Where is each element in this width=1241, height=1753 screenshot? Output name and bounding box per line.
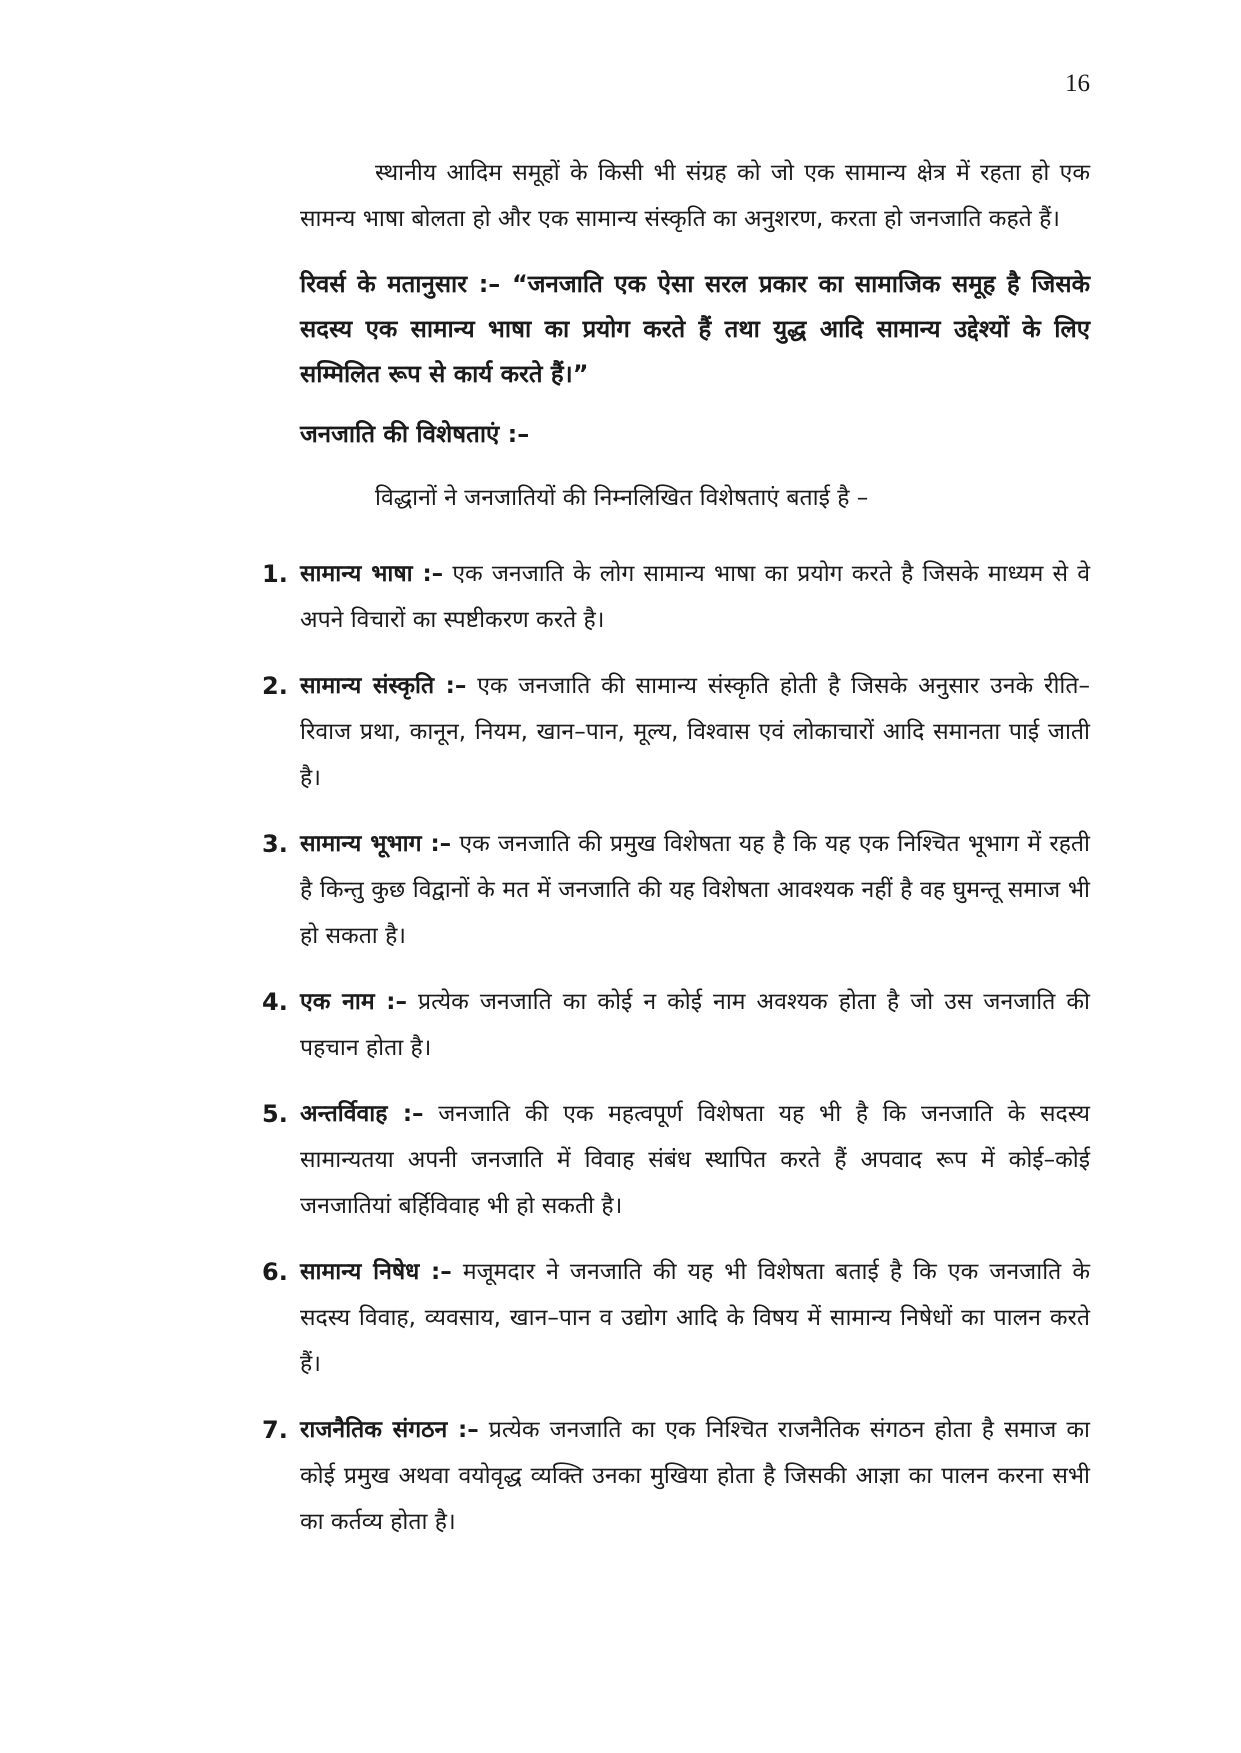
section-heading: जनजाति की विशेषताएं :– (300, 420, 530, 448)
item-text: एक जनजाति के लोग सामान्य भाषा का प्रयोग करते है जिसके माध्यम से वे अपने विचारों का स्पष्टीकरण करते है। (300, 561, 1090, 633)
list-item (262, 1407, 1091, 1545)
page-content (262, 150, 1091, 1565)
item-term: सामान्य भाषा :– (300, 561, 444, 587)
rivers-quote (300, 262, 1090, 397)
item-term: सामान्य निषेध :– (300, 1259, 452, 1285)
item-term: सामान्य संस्कृति :– (300, 673, 467, 699)
item-text: जनजाति की एक महत्वपूर्ण विशेषता यह भी है कि जनजाति के सदस्य सामान्यतया अपनी जनजाति में विवाह संबंध स्थापित करते हैं अपवाद रूप में कोई–कोई जनजातियां बर्हिविवाह भी हो सकती है। (300, 1101, 1090, 1219)
list-item (262, 551, 1090, 643)
page-number: 16 (1065, 70, 1090, 97)
section-intro: विद्धानों ने जनजातियों की निम्नलिखित विशेषताएं बताई है – (375, 485, 869, 511)
item-number: 5. (262, 1100, 288, 1128)
item-text: मजूमदार ने जनजाति की यह भी विशेषता बताई है कि एक जनजाति के सदस्य विवाह, व्यवसाय, खान–पान व उद्योग आदि के विषय में सामान्य निषेधों का पालन करते हैं। (300, 1259, 1091, 1377)
item-text: एक जनजाति की सामान्य संस्कृति होती है जिसके अनुसार उनके रीति–रिवाज प्रथा, कानून, नियम, खान–पान, मूल्य, विश्वास एवं लोकाचारों आदि समानता पाई जाती है। (300, 673, 1090, 791)
list-item (262, 1091, 1090, 1229)
item-number: 3. (262, 830, 288, 858)
item-text: प्रत्येक जनजाति का एक निश्चित राजनैतिक संगठन होता है समाज का कोई प्रमुख अथवा वयोवृद्ध व्यक्ति उनका मुखिया होता है जिसकी आज्ञा का पालन करना सभी का कर्तव्य होता है। (300, 1417, 1091, 1535)
characteristics-list (262, 551, 1091, 1545)
intro-paragraph: स्थानीय आदिम समूहों के किसी भी संग्रह को जो एक सामान्य क्षेत्र में रहता हो एक सामन्य भाषा बोलता हो और एक सामान्य संस्कृति का अनुशरण, करता हो जनजाति कहते हैं। (300, 160, 1090, 232)
item-number: 6. (262, 1258, 288, 1286)
item-term: अन्तर्विवाह :– (300, 1101, 424, 1127)
item-text: प्रत्येक जनजाति का कोई न कोई नाम अवश्यक होता है जो उस जनजाति की पहचान होता है। (300, 989, 1090, 1061)
item-number: 7. (262, 1416, 288, 1444)
item-term: एक नाम :– (300, 989, 407, 1015)
item-term: सामान्य भूभाग :– (300, 831, 452, 857)
quote-text: “जनजाति एक ऐसा सरल प्रकार का सामाजिक समूह है जिसके सदस्य एक सामान्य भाषा का प्रयोग करते हैं तथा युद्ध आदि सामान्य उद्देश्यों के लिए सम्मिलित रूप से कार्य करते हैं।” (300, 270, 1090, 388)
quote-label: रिवर्स के मतानुसार :– (300, 270, 501, 298)
item-number: 4. (262, 988, 288, 1016)
item-term: राजनैतिक संगठन :– (300, 1417, 479, 1443)
item-number: 2. (262, 672, 288, 700)
item-text: एक जनजाति की प्रमुख विशेषता यह है कि यह एक निश्चित भूभाग में रहती है किन्तु कुछ विद्वानों के मत में जनजाति की यह विशेषता आवश्यक नहीं है वह घुमन्तू समाज भी हो सकता है। (300, 831, 1091, 949)
list-item (262, 663, 1090, 801)
item-number: 1. (262, 560, 288, 588)
list-item (262, 821, 1091, 959)
list-item (262, 1249, 1091, 1387)
list-item (262, 979, 1090, 1071)
